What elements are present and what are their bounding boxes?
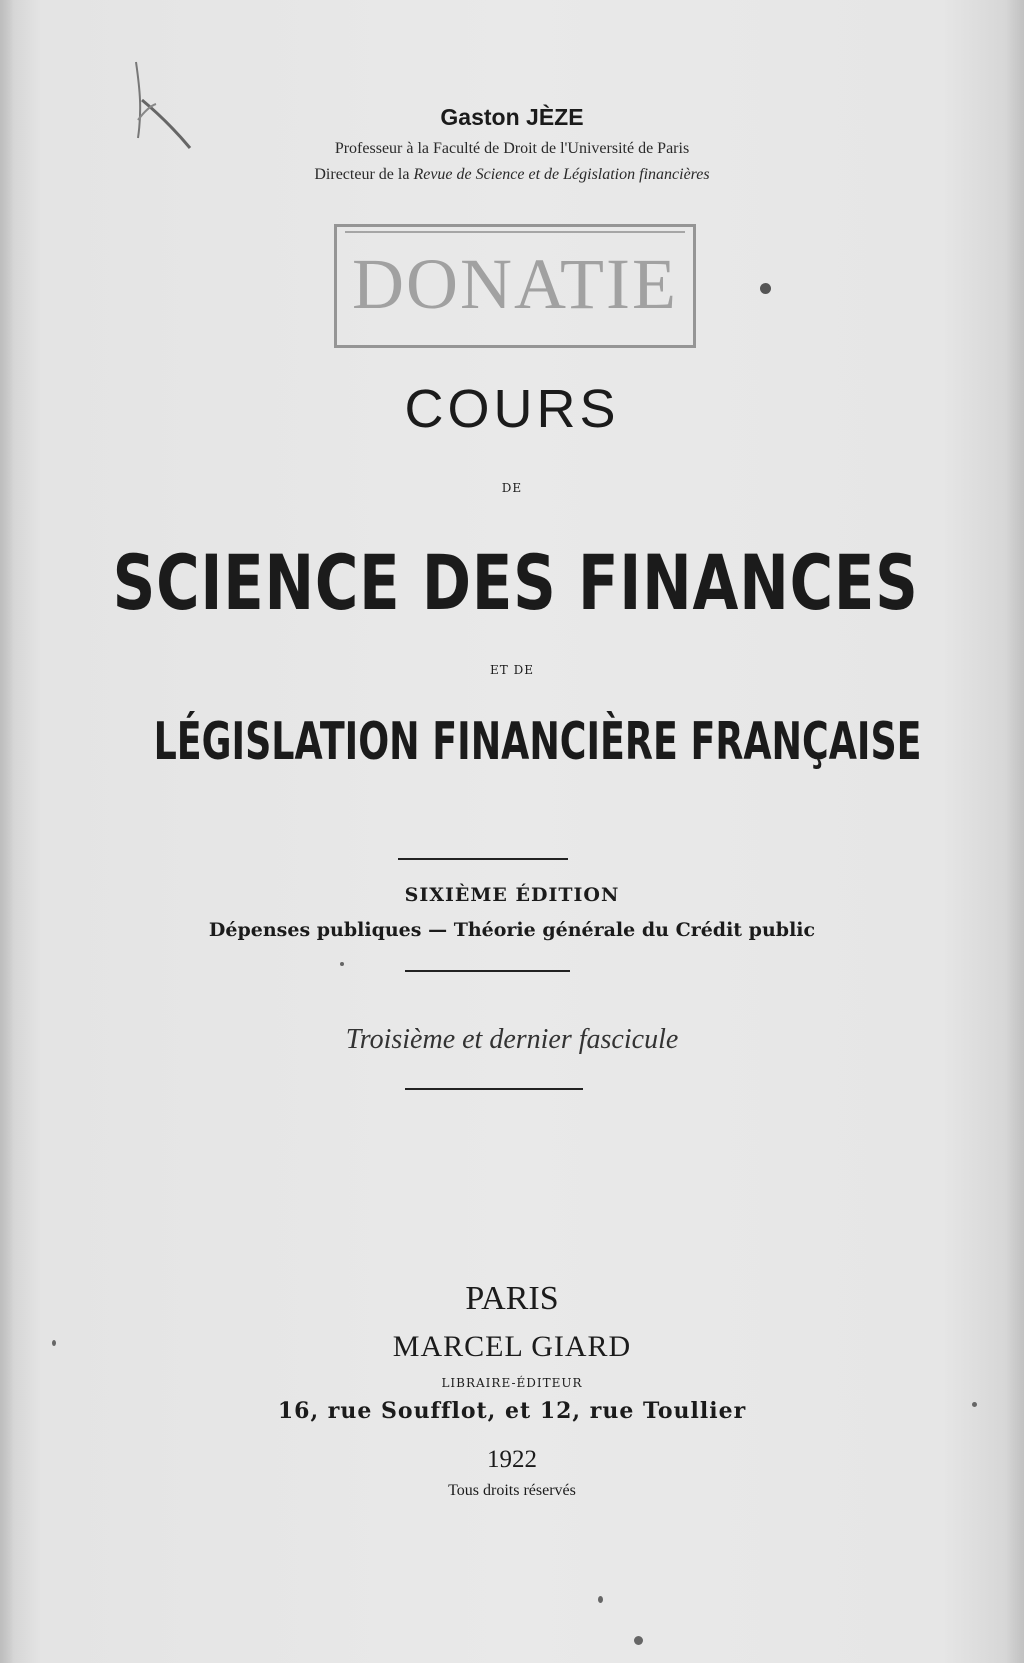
- ink-dot-icon: [760, 283, 771, 294]
- divider-rule: [398, 858, 568, 860]
- divider-rule: [405, 1088, 583, 1090]
- paper-speck-icon: [598, 1596, 603, 1603]
- stamp-text: DONATIE: [352, 244, 678, 324]
- affiliation-prefix: Directeur de la: [314, 166, 414, 183]
- imprint-address: 16, rue Soufflot, et 12, rue Toullier: [277, 1398, 747, 1424]
- secondary-title: LÉGISLATION FINANCIÈRE FRANÇAISE: [153, 712, 922, 772]
- paper-speck-icon: [972, 1402, 977, 1407]
- edition-label: SIXIÈME ÉDITION: [404, 884, 620, 906]
- paper-speck-icon: [52, 1340, 56, 1346]
- author-affiliation-professor: Professeur à la Faculté de Droit de l'Université de Paris: [334, 140, 690, 157]
- imprint-publisher-role: LIBRAIRE-ÉDITEUR: [441, 1376, 583, 1390]
- fascicule-label: Troisième et dernier fascicule: [345, 1024, 679, 1055]
- main-title: SCIENCE DES FINANCES: [112, 538, 919, 627]
- edition-subtitle: Dépenses publiques — Théorie générale du Crédit public: [208, 919, 816, 941]
- imprint-year: 1922: [487, 1446, 537, 1473]
- title-de: DE: [501, 481, 523, 495]
- paper-speck-icon: [634, 1636, 643, 1645]
- author-name: Gaston JÈZE: [440, 104, 584, 130]
- title-et-de: ET DE: [490, 663, 534, 677]
- imprint-city: PARIS: [465, 1280, 559, 1317]
- author-affiliation-director: [0, 166, 1024, 184]
- journal-name: Revue de Science et de Législation financières: [413, 166, 710, 183]
- donation-stamp: [334, 224, 696, 348]
- title-cours: COURS: [404, 379, 620, 439]
- imprint-publisher: MARCEL GIARD: [392, 1330, 632, 1363]
- imprint-rights: Tous droits réservés: [448, 1482, 576, 1499]
- divider-rule: [405, 970, 570, 972]
- paper-speck-icon: [340, 962, 344, 966]
